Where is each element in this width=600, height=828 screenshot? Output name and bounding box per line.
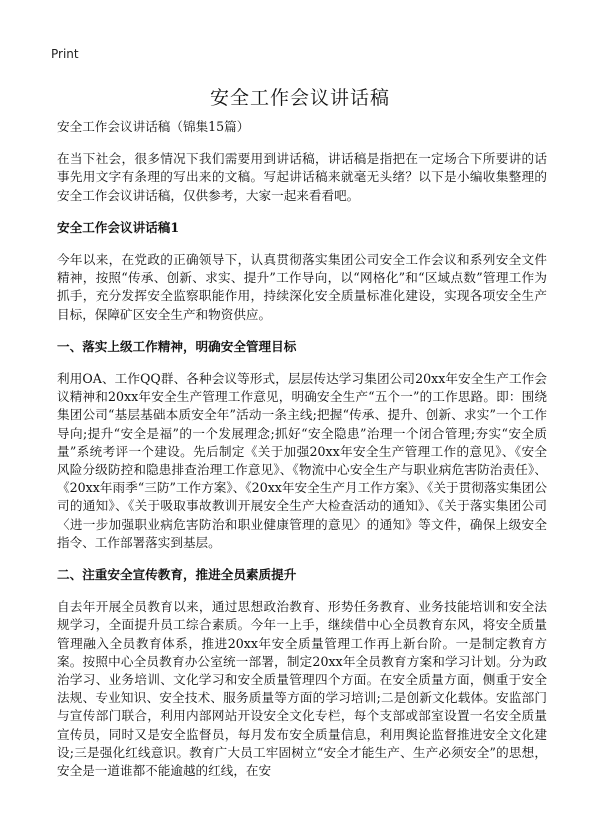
- heading-2: 二、注重安全宣传教育，推进全员素质提升: [57, 567, 297, 583]
- document-subtitle: 安全工作会议讲话稿（锦集15篇）: [57, 119, 250, 134]
- paragraph-1: 利用OA、工作QQ群、各种会议等形式，层层传达学习集团公司20xx年安全生产工作会议精神和20xx年安全生产管理工作意见，明确安全生产“五个一”的工作思路。即：围绕集团公司“基层基础本质安全年”活动一条主线;把握“传承、提升、创新、求实”一个工作导向;提升“安全是福”的一个发展理念;抓好“安全隐患”治理一个闭合管理;夯实“安全质量”系统考评一个建设。先后制定《关于加强20xx年安全生产管理工作的意见》、《安全风险分级防控和隐患排查治理工作意见》、《物流中心安全生产与职业病危害防治责任》、《20xx年雨季“三防”工作方案》、《20xx年安全生产月工作方案》、《关于贯彻落实集团公司的通知》、《关于吸取事故教训开展安全生产大检查活动的通知》、《关于落实集团公司〈进一步加强职业病危害防治和职业健康管理的意见〉的通知》等文件，确保上级安全指令、工作部署落实到基层。: [57, 371, 547, 550]
- section-heading: 安全工作会议讲话稿1: [57, 219, 180, 235]
- intro-paragraph: 在当下社会，很多情况下我们需要用到讲话稿，讲话稿是指把在一定场合下所要讲的话事先用文字有条理的写出来的文稿。写起讲话稿来就毫无头绪？以下是小编收集整理的安全工作会议讲话稿，仅供参考，大家一起来看看吧。: [57, 151, 547, 203]
- document-title: 安全工作会议讲话稿: [209, 87, 390, 109]
- paragraph-2: 自去年开展全员教育以来，通过思想政治教育、形势任务教育、业务技能培训和安全法规学习，全面提升员工综合素质。今年一上手，继续借中心全员教育东风，将安全质量管理融入全员教育体系，推进20xx年安全质量管理工作再上新台阶。一是制定教育方案。按照中心全员教育办公室统一部署，制定20xx年全员教育方案和学习计划。分为政治学习、业务培训、文化学习和安全质量管理四个方面。在安全质量方面，侧重于安全法规、专业知识、安全技术、服务质量等方面的学习培训;二是创新文化载体。安监部门与宣传部门联合，利用内部网站开设安全文化专栏，每个支部或部室设置一名安全质量宣传员，同时又是安全监督员，每月发布安全质量信息，利用舆论监督推进安全文化建设;三是强化红线意识。教育广大员工牢固树立“安全才能生产、生产必须安全”的思想，安全是一道谁都不能逾越的红线，在安: [57, 599, 547, 779]
- heading-1: 一、落实上级工作精神，明确安全管理目标: [57, 338, 297, 354]
- section-intro-paragraph: 今年以来，在党政的正确领导下，认真贯彻落实集团公司安全工作会议和系列安全文件精神，按照“传承、创新、求实、提升”工作导向，以“网格化”和“区域点数”管理工作为抓手，充分发挥安全监察职能作用，持续深化安全质量标准化建设，实现各项安全生产目标，保障矿区安全生产和物资供应。: [57, 252, 547, 322]
- document-body: [57, 118, 547, 794]
- print-link[interactable]: Print: [51, 47, 79, 61]
